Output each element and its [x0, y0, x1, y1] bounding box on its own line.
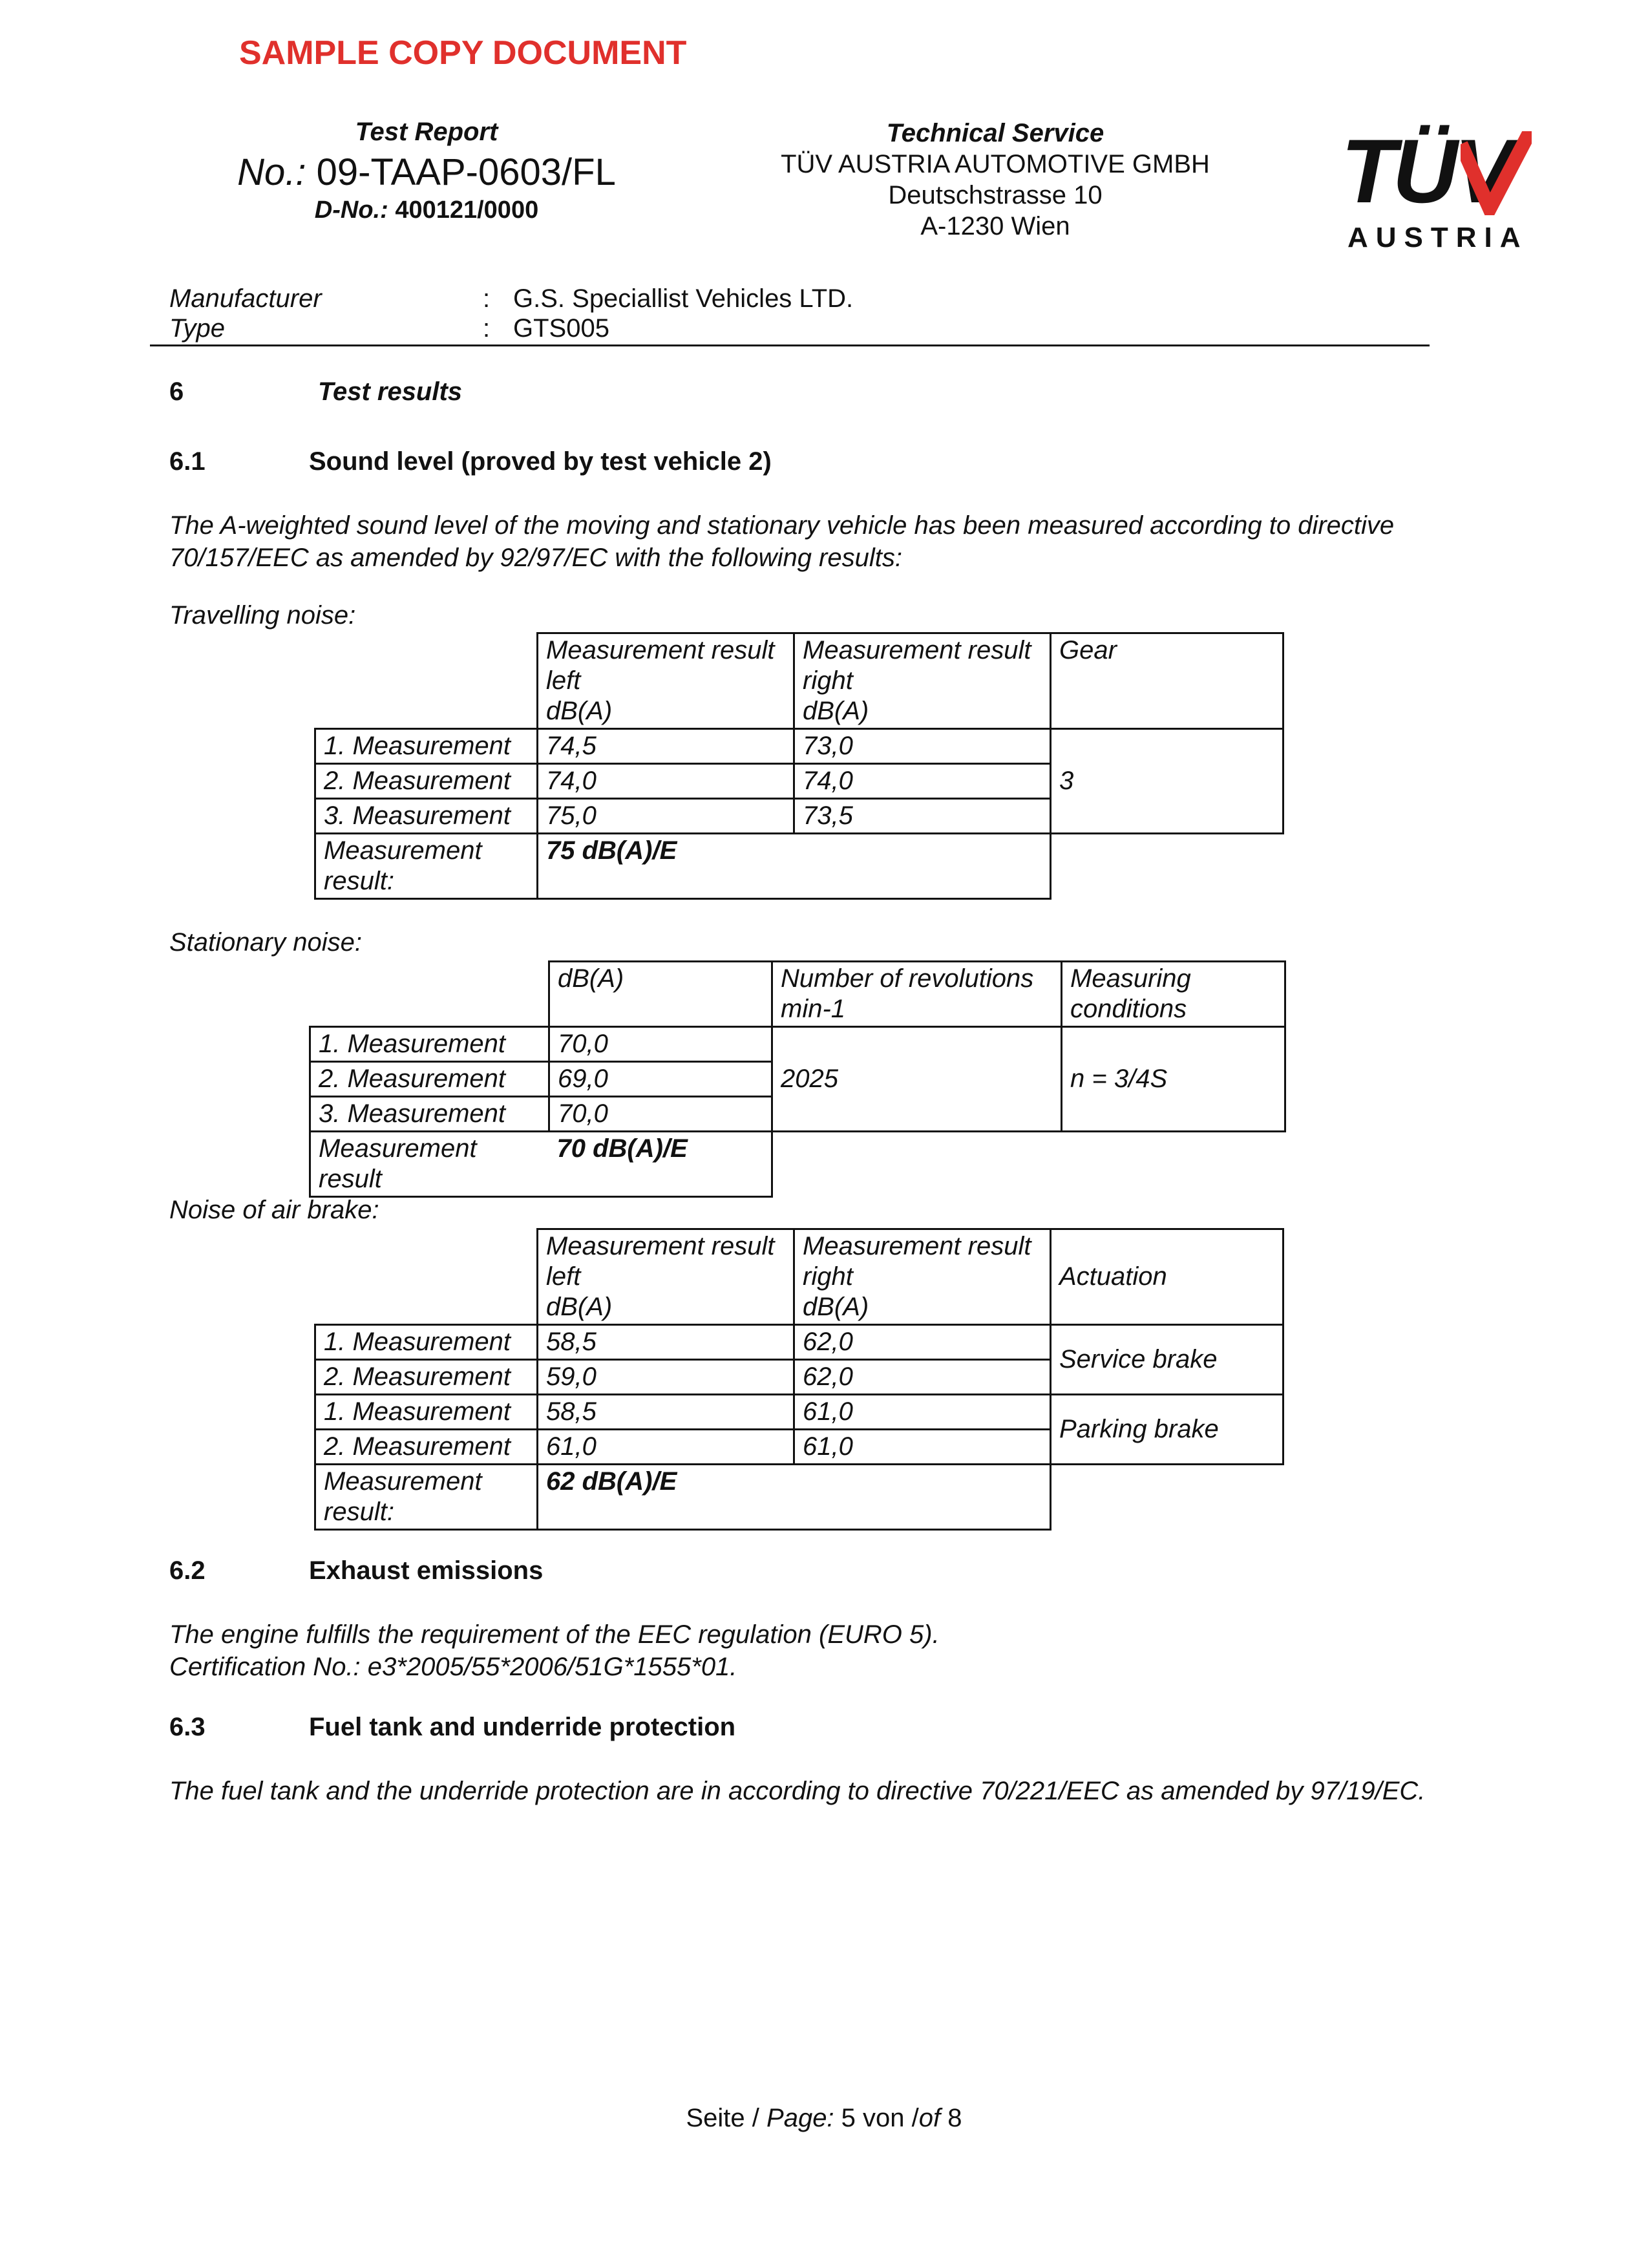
- manufacturer-label: Manufacturer: [169, 284, 322, 313]
- header-line: right: [803, 1262, 853, 1291]
- header-db: dB(A): [549, 962, 772, 1027]
- travelling-noise-table: [314, 632, 1284, 900]
- table-corner: [315, 633, 538, 729]
- empty-cell: [772, 1132, 1062, 1197]
- header-line: conditions: [1070, 995, 1187, 1023]
- section-6-3-heading: [169, 1713, 1139, 1745]
- table-row: [310, 1132, 1285, 1197]
- revolutions-value: 2025: [772, 1027, 1062, 1132]
- value-left: 61,0: [538, 1430, 794, 1465]
- manufacturer-colon: :: [483, 284, 491, 313]
- header-line: left: [546, 1262, 581, 1291]
- parking-brake-label: Parking brake: [1051, 1395, 1284, 1465]
- table-row: [315, 834, 1284, 899]
- report-header: [194, 118, 659, 224]
- row-label: 1. Measurement: [315, 729, 538, 764]
- header-line: min-1: [781, 995, 846, 1023]
- row-label: 1. Measurement: [315, 1395, 538, 1430]
- section-6-2-number: 6.2: [169, 1556, 206, 1585]
- section-6-1-paragraph: [169, 509, 1462, 574]
- type-row: [169, 314, 1397, 346]
- footer-of: of: [918, 2104, 941, 2132]
- footer-von: von /: [863, 2104, 919, 2132]
- value-left: 75,0: [538, 799, 794, 834]
- paragraph-line: The engine fulfills the requirement of the EEC regulation (EURO 5).: [169, 1620, 940, 1649]
- air-brake-noise-label: Noise of air brake:: [169, 1196, 379, 1224]
- result-label-line: result:: [324, 867, 394, 895]
- row-label: 2. Measurement: [310, 1062, 549, 1097]
- paragraph-line: The A-weighted sound level of the moving and stationary vehicle has been measured according to directive: [169, 511, 1395, 540]
- row-label: 3. Measurement: [315, 799, 538, 834]
- logo-tuv-text: TÜV: [1341, 120, 1510, 222]
- service-street: Deutschstrasse 10: [888, 181, 1103, 209]
- result-label-line: Measurement: [324, 836, 482, 865]
- section-6-3-number: 6.3: [169, 1713, 206, 1741]
- section-6-3-paragraph: [169, 1775, 1462, 1807]
- air-brake-noise-table: [314, 1228, 1284, 1531]
- table-row: [315, 1229, 1284, 1325]
- value-right: 62,0: [794, 1325, 1051, 1360]
- logo-austria-text: AUSTRIA: [1347, 222, 1528, 253]
- footer-total-pages: 8: [947, 2104, 962, 2132]
- value-left: 58,5: [538, 1395, 794, 1430]
- conditions-value: n = 3/4S: [1062, 1027, 1285, 1132]
- header-right: [794, 633, 1051, 729]
- header-line: Measurement result: [803, 1232, 1031, 1260]
- sample-copy-stamp: SAMPLE COPY DOCUMENT: [239, 34, 687, 72]
- table-corner: [315, 1229, 538, 1325]
- value-db: 70,0: [549, 1097, 772, 1132]
- type-colon: :: [483, 314, 491, 343]
- header-line: Measurement result: [546, 1232, 775, 1260]
- header-line: Number of revolutions: [781, 964, 1034, 993]
- section-6-3-title: Fuel tank and underride protection: [309, 1713, 736, 1741]
- type-value: GTS005: [513, 314, 609, 343]
- result-label-line: result:: [324, 1498, 394, 1526]
- header-line: dB(A): [546, 697, 613, 725]
- stationary-noise-table: [309, 960, 1286, 1198]
- technical-service-block: [743, 118, 1247, 242]
- row-label: 2. Measurement: [315, 1430, 538, 1465]
- d-number: [194, 196, 659, 224]
- row-label: 2. Measurement: [315, 1360, 538, 1395]
- section-6-2-title: Exhaust emissions: [309, 1556, 544, 1585]
- header-line: dB(A): [546, 1293, 613, 1321]
- result-value: 62 dB(A)/E: [538, 1465, 1051, 1530]
- value-left: 74,0: [538, 764, 794, 799]
- value-db: 70,0: [549, 1027, 772, 1062]
- row-label: 1. Measurement: [310, 1027, 549, 1062]
- travelling-noise-label: Travelling noise:: [169, 601, 356, 630]
- table-row: [315, 729, 1284, 764]
- table-corner: [310, 962, 549, 1027]
- paragraph-line: Certification No.: e3*2005/55*2006/51G*1555*01.: [169, 1653, 737, 1681]
- result-label: [315, 834, 538, 899]
- header-divider: [150, 344, 1430, 346]
- value-right: 73,5: [794, 799, 1051, 834]
- page-footer: [0, 2104, 1648, 2133]
- result-label: [315, 1465, 538, 1530]
- report-number: [194, 151, 659, 194]
- footer-page-label: Page:: [766, 2104, 834, 2132]
- row-label: 3. Measurement: [310, 1097, 549, 1132]
- table-row: [310, 1027, 1285, 1062]
- value-left: 74,5: [538, 729, 794, 764]
- section-6-number: 6: [169, 377, 184, 406]
- value-right: 73,0: [794, 729, 1051, 764]
- d-number-value: 400121/0000: [395, 196, 539, 224]
- header-line: right: [803, 666, 853, 695]
- section-6-1-title: Sound level (proved by test vehicle 2): [309, 447, 772, 476]
- header-left: [538, 633, 794, 729]
- table-row: [315, 1465, 1284, 1530]
- table-row: [315, 1395, 1284, 1430]
- value-left: 58,5: [538, 1325, 794, 1360]
- footer-page-number: 5: [841, 2104, 856, 2132]
- header-left: [538, 1229, 794, 1325]
- table-row: [315, 633, 1284, 729]
- service-brake-label: Service brake: [1051, 1325, 1284, 1395]
- header-right: [794, 1229, 1051, 1325]
- footer-seite: Seite /: [686, 2104, 759, 2132]
- header-line: Measurement result: [546, 636, 775, 664]
- table-row: [310, 962, 1285, 1027]
- report-number-value: 09-TAAP-0603/FL: [316, 151, 616, 193]
- type-label: Type: [169, 314, 225, 343]
- empty-cell: [1051, 834, 1284, 899]
- technical-service-name: TÜV AUSTRIA AUTOMOTIVE GMBH: [781, 150, 1210, 178]
- header-actuation: Actuation: [1051, 1229, 1284, 1325]
- result-label: Measurement result: [310, 1132, 549, 1197]
- technical-service-title: Technical Service: [886, 119, 1104, 147]
- manufacturer-value: G.S. Speciallist Vehicles LTD.: [513, 284, 854, 313]
- header-conditions: [1062, 962, 1285, 1027]
- header-revolutions: [772, 962, 1062, 1027]
- header-line: Measurement result: [803, 636, 1031, 664]
- empty-cell: [1062, 1132, 1285, 1197]
- tuv-austria-logo: [1341, 120, 1535, 255]
- paragraph-line: The fuel tank and the underride protection are in according to directive 70/221/EEC as amended by 97/19/EC.: [169, 1777, 1426, 1805]
- report-number-label: No.:: [237, 151, 306, 193]
- paragraph-line: 70/157/EEC as amended by 92/97/EC with the following results:: [169, 544, 902, 572]
- value-db: 69,0: [549, 1062, 772, 1097]
- section-6-2-heading: [169, 1556, 1139, 1589]
- service-city: A-1230 Wien: [920, 212, 1070, 240]
- header-line: dB(A): [803, 1293, 869, 1321]
- value-left: 59,0: [538, 1360, 794, 1395]
- value-right: 61,0: [794, 1395, 1051, 1430]
- empty-cell: [1051, 1465, 1284, 1530]
- result-value: 75 dB(A)/E: [538, 834, 1051, 899]
- section-6-2-paragraph: [169, 1618, 1462, 1683]
- report-title: Test Report: [355, 118, 498, 146]
- stationary-noise-label: Stationary noise:: [169, 928, 362, 957]
- manufacturer-row: [169, 284, 1397, 317]
- header-gear: Gear: [1051, 633, 1284, 729]
- logo-check-mark-icon: [1461, 131, 1532, 215]
- value-right: 62,0: [794, 1360, 1051, 1395]
- result-label-line: Measurement: [324, 1467, 482, 1496]
- table-row: [315, 1325, 1284, 1360]
- section-6-1-heading: [169, 447, 1139, 480]
- header-line: left: [546, 666, 581, 695]
- value-right: 61,0: [794, 1430, 1051, 1465]
- value-right: 74,0: [794, 764, 1051, 799]
- d-number-label: D-No.:: [314, 196, 388, 224]
- header-line: Measuring: [1070, 964, 1191, 993]
- row-label: 2. Measurement: [315, 764, 538, 799]
- header-line: dB(A): [803, 697, 869, 725]
- gear-value: 3: [1051, 729, 1284, 834]
- row-label: 1. Measurement: [315, 1325, 538, 1360]
- section-6-heading: [169, 377, 816, 410]
- result-value: 70 dB(A)/E: [549, 1132, 772, 1197]
- section-6-title: Test results: [318, 377, 463, 406]
- section-6-1-number: 6.1: [169, 447, 206, 476]
